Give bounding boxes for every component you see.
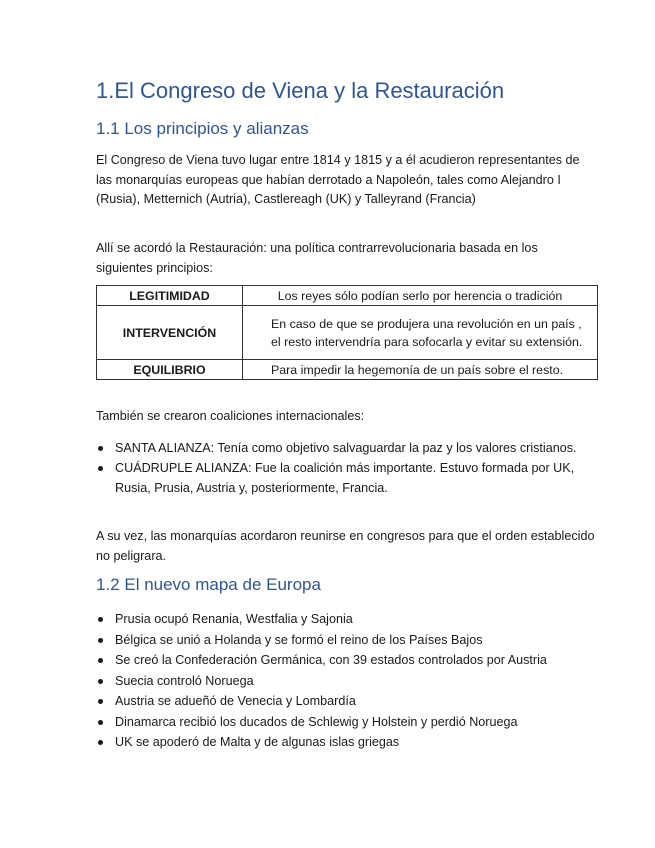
list-item: Se creó la Confederación Germánica, con 39 estados controlados por Austria bbox=[96, 650, 596, 671]
new-map-list bbox=[96, 609, 596, 753]
restoration-paragraph: Allí se acordó la Restauración: una política contrarrevolucionaria basada en los siguientes principios: bbox=[96, 241, 538, 275]
principle-description: Los reyes sólo podían serlo por herencia o tradición bbox=[243, 286, 598, 306]
coalitions-list bbox=[96, 438, 596, 498]
list-item: Bélgica se unió a Holanda y se formó el reino de los Países Bajos bbox=[96, 630, 596, 651]
list-item: Austria se adueñó de Venecia y Lombardía bbox=[96, 691, 596, 712]
principle-description: Para impedir la hegemonía de un país sobre el resto. bbox=[243, 360, 598, 380]
section-heading-map: 1.2 El nuevo mapa de Europa bbox=[96, 575, 321, 594]
list-item: Dinamarca recibió los ducados de Schlewig y Holstein y perdió Noruega bbox=[96, 712, 596, 733]
list-item: UK se apoderó de Malta y de algunas islas griegas bbox=[96, 732, 596, 753]
principles-table bbox=[96, 285, 598, 380]
list-item: Prusia ocupó Renania, Westfalia y Sajonia bbox=[96, 609, 596, 630]
principle-name: INTERVENCIÓN bbox=[97, 306, 243, 360]
congress-paragraph: A su vez, las monarquías acordaron reunirse en congresos para que el orden establecido no peligrara. bbox=[96, 529, 595, 563]
list-item: CUÁDRUPLE ALIANZA: Fue la coalición más importante. Estuvo formada por UK, Rusia, Prusia, Austria y, posteriormente, Francia. bbox=[96, 458, 596, 498]
principle-name: LEGITIMIDAD bbox=[97, 286, 243, 306]
principle-description: En caso de que se produjera una revolución en un país , el resto intervendría para sofocarla y evitar su extensión. bbox=[243, 306, 598, 360]
principle-name: EQUILIBRIO bbox=[97, 360, 243, 380]
list-item: Suecia controló Noruega bbox=[96, 671, 596, 692]
table-row bbox=[97, 286, 598, 306]
list-item: SANTA ALIANZA: Tenía como objetivo salvaguardar la paz y los valores cristianos. bbox=[96, 438, 596, 458]
table-row bbox=[97, 306, 598, 360]
section-heading-principles: 1.1 Los principios y alianzas bbox=[96, 119, 309, 138]
intro-paragraph: El Congreso de Viena tuvo lugar entre 1814 y 1815 y a él acudieron representantes de las monarquías europeas que habían derrotado a Napoleón, tales como Alejandro I (Rusia), Metternich (Autria), Castlereagh (UK) y Talleyrand (Francia) bbox=[96, 153, 580, 206]
table-row bbox=[97, 360, 598, 380]
page-title: 1.El Congreso de Viena y la Restauración bbox=[96, 78, 505, 103]
coalitions-intro: También se crearon coaliciones internacionales: bbox=[96, 409, 365, 423]
